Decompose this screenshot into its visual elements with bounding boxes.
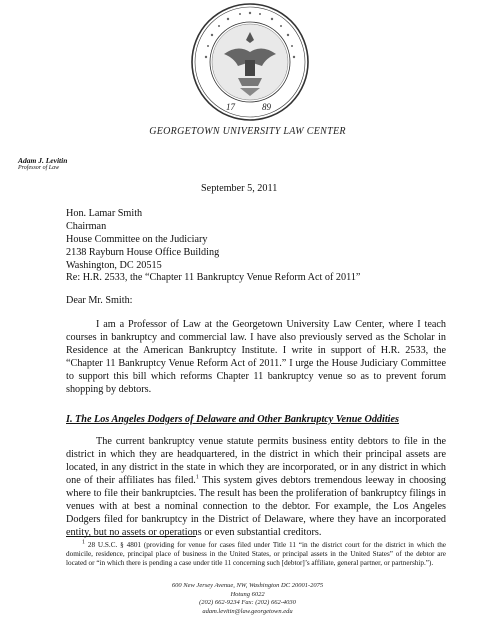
re-line: Re: H.R. 2533, the “Chapter 11 Bankruptcy Venue Reform Act of 2011” bbox=[66, 272, 361, 283]
section-heading: I. The Los Angeles Dodgers of Delaware and Other Bankruptcy Venue Oddities bbox=[66, 414, 399, 425]
paragraph-text: This system gives debtors tremendous leeway in choosing where to file their bankruptcies. The result has been the proliferation of bankruptcy filings in venues with at best a nominal connection to the debtor. For example, the Los Angeles Dodgers filed for bankruptcy in the District of Delaware, where they have an incorporated entity, but no assets or operations or even substantial creditors. bbox=[66, 475, 446, 538]
author-block bbox=[18, 156, 67, 172]
footer-phone: (202) 662-9234 Fax: (202) 662-4030 bbox=[199, 599, 296, 607]
salutation: Dear Mr. Smith: bbox=[66, 295, 133, 306]
footer-email[interactable]: adam.levitin@law.georgetown.edu bbox=[202, 607, 293, 615]
recipient-line: Hon. Lamar Smith bbox=[66, 208, 143, 219]
author-title: Professor of Law bbox=[18, 165, 60, 171]
author-name: Adam J. Levitin bbox=[18, 156, 68, 165]
letterhead-footer bbox=[0, 582, 495, 616]
body-paragraph: I am a Professor of Law at the Georgetown University Law Center, where I teach courses in bankruptcy and commercial law. I have also previously served as the Scholar in Residence at the American Bankruptcy Institute. I write in support of H.R. 2533, the “Chapter 11 Bankruptcy Venue Reform Act of 2011.” I urge the House Judiciary Committee to support this bill which reforms Chapter 11 bankruptcy venue so as to prevent forum shopping by debtors. bbox=[66, 319, 446, 395]
body-paragraph bbox=[66, 435, 446, 539]
institution-name: GEORGETOWN UNIVERSITY LAW CENTER bbox=[149, 126, 346, 137]
footnote bbox=[66, 541, 446, 568]
recipient-line: Chairman bbox=[66, 221, 107, 232]
seal-year-right: 89 bbox=[262, 102, 271, 112]
footer-address: 600 New Jersey Avenue, NW, Washington DC 20001-2075 bbox=[171, 582, 324, 589]
footer-box: Hotung 6022 bbox=[230, 590, 265, 598]
recipient-address bbox=[66, 207, 446, 272]
georgetown-seal-logo bbox=[190, 2, 310, 122]
footnote-mark: 1 bbox=[82, 539, 85, 546]
letter-date: September 5, 2011 bbox=[201, 183, 278, 194]
footnote-reference[interactable]: 1 bbox=[195, 474, 199, 481]
footnote-text: 28 U.S.C. § 4801 (providing for venue for cases filed under Title 11 “in the district court for the district in which the domicile, residence, principal place of business in the United States, or principal assets in the United States” of the debtor are located or “in which there is pending a case under title 11 concerning such [debtor]’s affiliate, general partner, or partnership.”). bbox=[66, 541, 446, 567]
seal-year-left: 17 bbox=[226, 102, 235, 112]
recipient-line: House Committee on the Judiciary bbox=[66, 234, 208, 245]
recipient-line: Washington, DC 20515 bbox=[66, 260, 162, 271]
paragraph-text: The current bankruptcy venue statute permits business entity debtors to file in the district in which they are headquartered, in the district in which their principal assets are located, in any district in the state in which they are incorporated, or in any district in which one of their affiliates has filed. bbox=[66, 436, 446, 486]
recipient-line: 2138 Rayburn House Office Building bbox=[66, 247, 220, 258]
footnote-divider bbox=[66, 536, 196, 537]
